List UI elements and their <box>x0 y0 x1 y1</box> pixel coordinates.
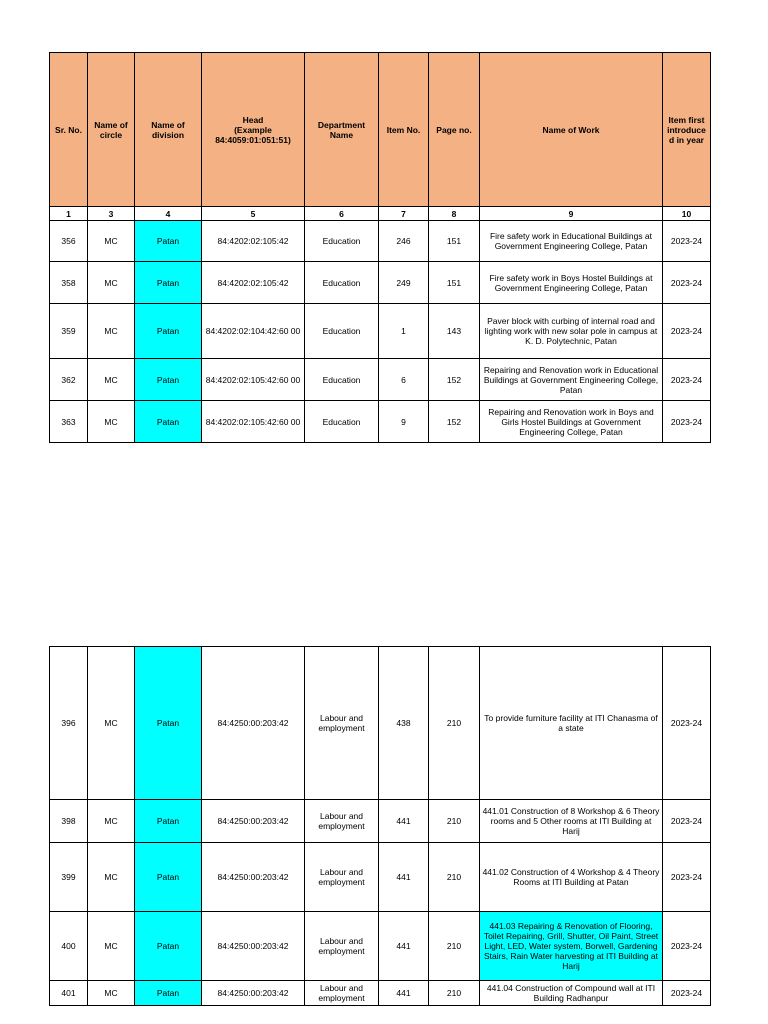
work-cell: 441.03 Repairing & Renovation of Flooring, Toilet Repairing, Grill, Shutter, Oil Paint, Street Light, LED, Water system, Borwell, Gardening Stairs, Rain Water harvesting at ITI Building at Harij <box>480 912 663 981</box>
head-cell: 84:4202:02:105:42:60 00 <box>202 359 305 401</box>
sr-no-cell: 363 <box>50 401 88 443</box>
item-no-cell: 441 <box>379 981 429 1006</box>
header-head-example: (Example 84:4059:01:051:51) <box>215 124 291 145</box>
head-cell: 84:4250:00:203:42 <box>202 981 305 1006</box>
column-number: 3 <box>88 207 135 221</box>
sr-no-cell: 398 <box>50 800 88 843</box>
sr-no-cell: 358 <box>50 262 88 304</box>
department-cell: Labour and employment <box>305 912 379 981</box>
table-row <box>50 912 711 981</box>
column-number: 5 <box>202 207 305 221</box>
item-no-cell: 9 <box>379 401 429 443</box>
sr-no-cell: 356 <box>50 221 88 262</box>
sr-no-cell: 400 <box>50 912 88 981</box>
sr-no-cell: 362 <box>50 359 88 401</box>
circle-cell: MC <box>88 359 135 401</box>
header-work: Name of Work <box>480 53 663 207</box>
page-no-cell: 151 <box>429 221 480 262</box>
sr-no-cell: 401 <box>50 981 88 1006</box>
head-cell: 84:4202:02:105:42 <box>202 262 305 304</box>
works-table-top <box>49 52 711 443</box>
header-sr-no: Sr. No. <box>50 53 88 207</box>
department-cell: Education <box>305 359 379 401</box>
head-cell: 84:4250:00:203:42 <box>202 800 305 843</box>
circle-cell: MC <box>88 981 135 1006</box>
page-no-cell: 143 <box>429 304 480 359</box>
department-cell: Labour and employment <box>305 981 379 1006</box>
circle-cell: MC <box>88 912 135 981</box>
page-no-cell: 210 <box>429 647 480 800</box>
head-cell: 84:4250:00:203:42 <box>202 843 305 912</box>
header-department: Department Name <box>305 53 379 207</box>
sr-no-cell: 396 <box>50 647 88 800</box>
header-division: Name of division <box>135 53 202 207</box>
department-cell: Education <box>305 401 379 443</box>
division-cell: Patan <box>135 981 202 1006</box>
sr-no-cell: 399 <box>50 843 88 912</box>
head-cell: 84:4202:02:105:42 <box>202 221 305 262</box>
column-number: 4 <box>135 207 202 221</box>
item-no-cell: 438 <box>379 647 429 800</box>
year-cell: 2023-24 <box>663 843 711 912</box>
sr-no-cell: 359 <box>50 304 88 359</box>
head-cell: 84:4202:02:105:42:60 00 <box>202 401 305 443</box>
item-no-cell: 6 <box>379 359 429 401</box>
head-cell: 84:4250:00:203:42 <box>202 647 305 800</box>
department-cell: Labour and employment <box>305 647 379 800</box>
header-circle: Name of circle <box>88 53 135 207</box>
column-number-row <box>50 207 711 221</box>
item-no-cell: 1 <box>379 304 429 359</box>
header-page-no: Page no. <box>429 53 480 207</box>
work-cell: 441.04 Construction of Compound wall at ITI Building Radhanpur <box>480 981 663 1006</box>
division-cell: Patan <box>135 262 202 304</box>
item-no-cell: 441 <box>379 800 429 843</box>
header-year: Item first introduce d in year <box>663 53 711 207</box>
division-cell: Patan <box>135 304 202 359</box>
work-cell: Fire safety work in Boys Hostel Buildings at Government Engineering College, Patan <box>480 262 663 304</box>
year-cell: 2023-24 <box>663 912 711 981</box>
division-cell: Patan <box>135 843 202 912</box>
division-cell: Patan <box>135 221 202 262</box>
page-no-cell: 210 <box>429 912 480 981</box>
column-number: 1 <box>50 207 88 221</box>
works-table-bottom <box>49 646 711 1006</box>
work-cell: Fire safety work in Educational Buildings at Government Engineering College, Patan <box>480 221 663 262</box>
year-cell: 2023-24 <box>663 401 711 443</box>
table-row <box>50 304 711 359</box>
division-cell: Patan <box>135 800 202 843</box>
header-item-no: Item No. <box>379 53 429 207</box>
item-no-cell: 246 <box>379 221 429 262</box>
department-cell: Labour and employment <box>305 800 379 843</box>
year-cell: 2023-24 <box>663 359 711 401</box>
division-cell: Patan <box>135 912 202 981</box>
work-cell: 441.01 Construction of 8 Workshop & 6 Theory rooms and 5 Other rooms at ITI Building at Harij <box>480 800 663 843</box>
item-no-cell: 441 <box>379 843 429 912</box>
circle-cell: MC <box>88 800 135 843</box>
table-row <box>50 981 711 1006</box>
table-row <box>50 221 711 262</box>
department-cell: Labour and employment <box>305 843 379 912</box>
circle-cell: MC <box>88 221 135 262</box>
head-cell: 84:4250:00:203:42 <box>202 912 305 981</box>
division-cell: Patan <box>135 647 202 800</box>
year-cell: 2023-24 <box>663 647 711 800</box>
page-no-cell: 210 <box>429 800 480 843</box>
table-row <box>50 262 711 304</box>
work-cell: Repairing and Renovation work in Boys and Girls Hostel Buildings at Government Engineering College, Patan <box>480 401 663 443</box>
page-no-cell: 152 <box>429 401 480 443</box>
circle-cell: MC <box>88 401 135 443</box>
department-cell: Education <box>305 304 379 359</box>
table-row <box>50 401 711 443</box>
year-cell: 2023-24 <box>663 262 711 304</box>
table-row <box>50 800 711 843</box>
column-number: 7 <box>379 207 429 221</box>
table-row <box>50 647 711 800</box>
work-cell: 441.02 Construction of 4 Workshop & 4 Theory Rooms at ITI Building at Patan <box>480 843 663 912</box>
column-number: 8 <box>429 207 480 221</box>
circle-cell: MC <box>88 304 135 359</box>
column-number: 6 <box>305 207 379 221</box>
table-row <box>50 359 711 401</box>
work-cell: Repairing and Renovation work in Educational Buildings at Government Engineering College, Patan <box>480 359 663 401</box>
year-cell: 2023-24 <box>663 221 711 262</box>
year-cell: 2023-24 <box>663 304 711 359</box>
division-cell: Patan <box>135 401 202 443</box>
item-no-cell: 441 <box>379 912 429 981</box>
header-row <box>50 53 711 207</box>
page-no-cell: 210 <box>429 843 480 912</box>
page-no-cell: 152 <box>429 359 480 401</box>
header-head-title: Head <box>242 114 264 125</box>
table-row <box>50 843 711 912</box>
header-head <box>202 53 305 207</box>
column-number: 9 <box>480 207 663 221</box>
circle-cell: MC <box>88 843 135 912</box>
year-cell: 2023-24 <box>663 981 711 1006</box>
head-cell: 84:4202:02:104:42:60 00 <box>202 304 305 359</box>
page-no-cell: 210 <box>429 981 480 1006</box>
column-number: 10 <box>663 207 711 221</box>
work-cell: Paver block with curbing of internal road and lighting work with new solar pole in campus at K. D. Polytechnic, Patan <box>480 304 663 359</box>
department-cell: Education <box>305 262 379 304</box>
year-cell: 2023-24 <box>663 800 711 843</box>
page-no-cell: 151 <box>429 262 480 304</box>
circle-cell: MC <box>88 647 135 800</box>
department-cell: Education <box>305 221 379 262</box>
division-cell: Patan <box>135 359 202 401</box>
item-no-cell: 249 <box>379 262 429 304</box>
circle-cell: MC <box>88 262 135 304</box>
work-cell: To provide furniture facility at ITI Chanasma of a state <box>480 647 663 800</box>
